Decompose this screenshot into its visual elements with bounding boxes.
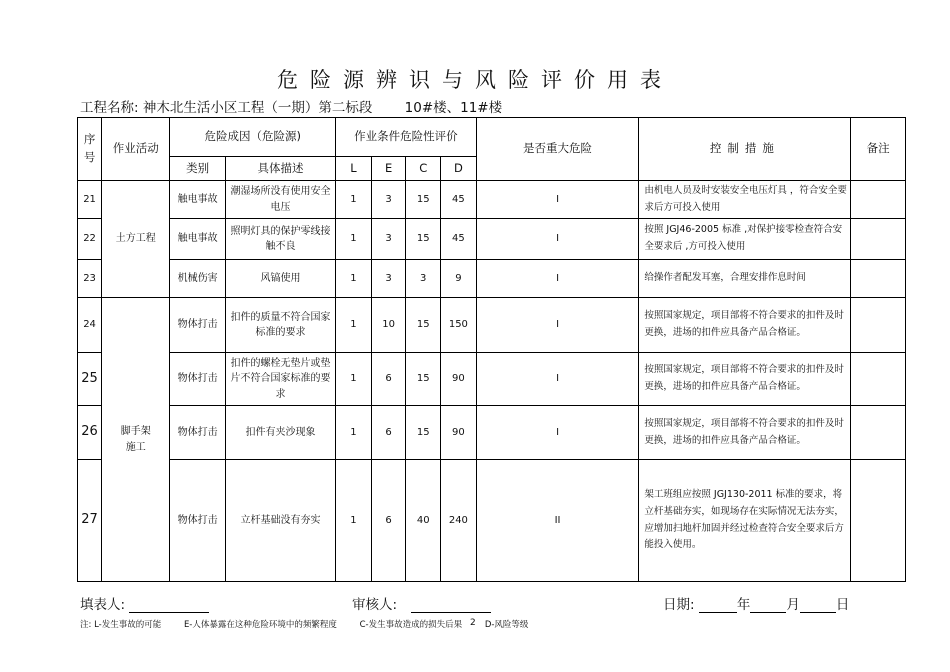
row-C: 15 [406, 353, 441, 406]
header-major: 是否重大危险 [476, 118, 639, 181]
table-row [78, 460, 906, 582]
table-row [78, 406, 906, 460]
row-remark [851, 460, 906, 582]
row-D: 90 [441, 353, 477, 406]
row-no: 24 [78, 298, 102, 353]
row-no: 25 [78, 353, 102, 406]
header-control: 控制措施 [639, 118, 851, 181]
reviewer-line [411, 598, 491, 613]
activity-group: 脚手架施工 [102, 298, 170, 582]
header-cause-desc: 具体描述 [225, 157, 335, 181]
row-E: 6 [371, 353, 406, 406]
row-no: 23 [78, 260, 102, 298]
note-L: 注: L-发生事故的可能 [80, 620, 162, 630]
row-desc: 照明灯具的保护零线接触不良 [225, 219, 335, 260]
row-remark [851, 219, 906, 260]
row-D: 90 [441, 406, 477, 460]
row-L: 1 [336, 181, 372, 219]
header-E: E [371, 157, 406, 181]
filler-field [80, 593, 209, 613]
note-D: D-风险等级 [484, 620, 529, 630]
day-line [800, 598, 836, 613]
row-E: 3 [371, 260, 406, 298]
row-E: 6 [371, 460, 406, 582]
row-type: 物体打击 [170, 353, 226, 406]
header-cause: 危险成因（危险源) [170, 118, 336, 157]
row-E: 10 [371, 298, 406, 353]
row-D: 9 [441, 260, 477, 298]
header-row-1 [78, 118, 906, 157]
row-type: 物体打击 [170, 406, 226, 460]
reviewer-label: 审核人: [352, 597, 398, 613]
row-desc: 扣件有夹沙现象 [225, 406, 335, 460]
header-D: D [441, 157, 477, 181]
risk-table [77, 117, 906, 582]
row-no: 22 [78, 219, 102, 260]
header-eval: 作业条件危险性评价 [336, 118, 477, 157]
row-control: 按照国家规定，项目部将不符合要求的扣件及时更换，进场的扣件应具备产品合格证。 [639, 298, 851, 353]
row-L: 1 [336, 298, 372, 353]
year-line [699, 598, 737, 613]
row-E: 3 [371, 219, 406, 260]
month-line [750, 598, 786, 613]
row-C: 15 [406, 219, 441, 260]
day-label: 日 [835, 597, 850, 613]
row-desc: 立杆基础没有夯实 [225, 460, 335, 582]
row-no: 27 [78, 460, 102, 582]
row-major: I [476, 181, 639, 219]
row-L: 1 [336, 260, 372, 298]
row-C: 15 [406, 406, 441, 460]
row-remark [851, 298, 906, 353]
row-type: 机械伤害 [170, 260, 226, 298]
row-D: 240 [441, 460, 477, 582]
table-row [78, 353, 906, 406]
table-row [78, 181, 906, 219]
row-major: I [476, 298, 639, 353]
row-remark [851, 181, 906, 219]
reviewer-field [352, 593, 491, 613]
row-desc: 风镐使用 [225, 260, 335, 298]
row-control: 给操作者配发耳塞，合理安排作息时间 [639, 260, 851, 298]
row-C: 15 [406, 181, 441, 219]
header-C: C [406, 157, 441, 181]
row-remark [851, 406, 906, 460]
footnote [80, 618, 548, 630]
header-seq: 序号 [78, 118, 102, 181]
note-E: E-人体暴露在这种危险环境中的频繁程度 [183, 620, 337, 630]
row-D: 150 [441, 298, 477, 353]
row-major: I [476, 260, 639, 298]
date-label: 日期: [663, 597, 695, 613]
row-remark [851, 353, 906, 406]
row-major: I [476, 406, 639, 460]
header-cause-type: 类别 [170, 157, 226, 181]
row-L: 1 [336, 353, 372, 406]
table-row [78, 219, 906, 260]
header-L: L [336, 157, 372, 181]
table-row [78, 260, 906, 298]
page-number: 2 [470, 618, 476, 628]
row-major: I [476, 353, 639, 406]
row-desc: 扣件的螺栓无垫片或垫片不符合国家标准的要求 [225, 353, 335, 406]
header-remark: 备注 [851, 118, 906, 181]
note-C: C-发生事故造成的损失后果 [359, 620, 463, 630]
row-major: II [476, 460, 639, 582]
row-control: 按照 JGJ46-2005 标准 ,对保护接零检查符合安全要求后 ,方可投入使用 [639, 219, 851, 260]
month-label: 月 [786, 597, 800, 613]
filler-label: 填表人: [80, 597, 126, 613]
table-row [78, 298, 906, 353]
row-type: 触电事故 [170, 181, 226, 219]
project-name [80, 96, 502, 116]
row-L: 1 [336, 406, 372, 460]
row-major: I [476, 219, 639, 260]
row-E: 3 [371, 181, 406, 219]
row-no: 26 [78, 406, 102, 460]
row-type: 物体打击 [170, 460, 226, 582]
row-type: 触电事故 [170, 219, 226, 260]
row-desc: 潮湿场所没有使用安全电压 [225, 181, 335, 219]
page-title: 危险源辨识与风险评价用表 [277, 68, 673, 92]
row-no: 21 [78, 181, 102, 219]
row-control: 架工班组应按照 JGJ130-2011 标准的要求，将立杆基础夯实，如现场存在实际情况无法夯实，应增加扫地杆加固并经过检查符合安全要求后方能投入使用。 [639, 460, 851, 582]
row-E: 6 [371, 406, 406, 460]
filler-line [129, 598, 209, 613]
row-L: 1 [336, 219, 372, 260]
activity-group: 土方工程 [102, 181, 170, 298]
row-desc: 扣件的质量不符合国家标准的要求 [225, 298, 335, 353]
project-label: 工程名称: 神木北生活小区工程（一期）第二标段 [80, 100, 373, 116]
row-remark [851, 260, 906, 298]
row-C: 40 [406, 460, 441, 582]
row-C: 3 [406, 260, 441, 298]
row-control: 按照国家规定，项目部将不符合要求的扣件及时更换，进场的扣件应具备产品合格证。 [639, 406, 851, 460]
year-label: 年 [736, 597, 751, 613]
row-D: 45 [441, 181, 477, 219]
header-activity: 作业活动 [102, 118, 170, 181]
row-control: 由机电人员及时安装安全电压灯具 ，符合安全要求后方可投入使用 [639, 181, 851, 219]
row-control: 按照国家规定，项目部将不符合要求的扣件及时更换，进场的扣件应具备产品合格证。 [639, 353, 851, 406]
row-type: 物体打击 [170, 298, 226, 353]
row-L: 1 [336, 460, 372, 582]
building-numbers: 10#楼、11#楼 [404, 100, 503, 116]
date-field [663, 593, 849, 613]
row-D: 45 [441, 219, 477, 260]
row-C: 15 [406, 298, 441, 353]
